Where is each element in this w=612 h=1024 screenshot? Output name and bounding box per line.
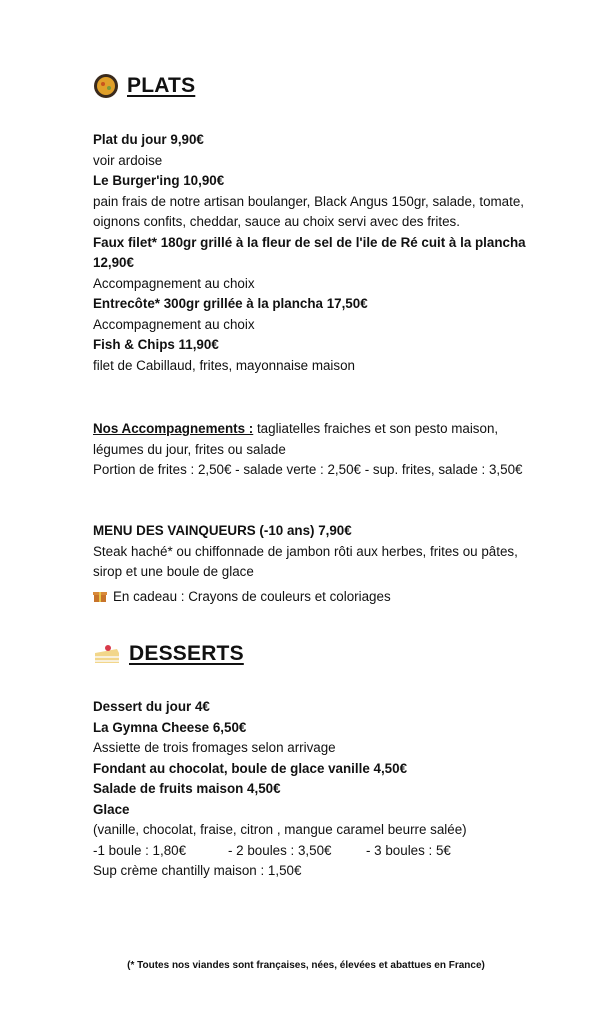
accompagnements-prices: Portion de frites : 2,50€ - salade verte : 2,50€ - sup. frites, salade : 3,50€ xyxy=(93,462,523,477)
glace-prices xyxy=(93,841,533,862)
kids-menu xyxy=(93,521,533,607)
dessert-name: Salade de fruits maison 4,50€ xyxy=(93,781,281,796)
dish-name: Le Burger'ing 10,90€ xyxy=(93,173,225,188)
cake-icon xyxy=(93,641,121,667)
accompagnements xyxy=(93,419,533,481)
dish-name: Fish & Chips 11,90€ xyxy=(93,337,219,352)
dish-desc: Accompagnement au choix xyxy=(93,316,255,332)
accompagnements-label: Nos Accompagnements : xyxy=(93,421,254,436)
paella-pan-icon xyxy=(93,73,119,99)
glace-price: - 2 boules : 3,50€ xyxy=(228,842,332,858)
kids-menu-gift xyxy=(93,587,533,608)
dish-name: Faux filet* 180gr grillé à la fleur de sel de l'ile de Ré cuit à la plancha 12,90€ xyxy=(93,234,526,270)
dessert-desc: (vanille, chocolat, fraise, citron , mangue caramel beurre salée) xyxy=(93,822,467,837)
plats-heading xyxy=(93,73,195,99)
dish-name: Entrecôte* 300gr grillée à la plancha 17,50€ xyxy=(93,296,368,311)
gift-icon xyxy=(93,589,107,603)
desserts-list xyxy=(93,697,533,882)
section-title: DESSERTS xyxy=(129,642,244,665)
accompagnements-list: tagliatelles fraiches et son pesto maison, légumes du jour, frites ou salade xyxy=(93,421,499,457)
gift-text: En cadeau : Crayons de couleurs et coloriages xyxy=(113,588,391,604)
glace-price: - 3 boules : 5€ xyxy=(366,842,451,858)
dessert-desc: Assiette de trois fromages selon arrivage xyxy=(93,740,336,755)
accompagnements-text xyxy=(93,419,533,460)
dessert-name: Glace xyxy=(93,801,130,817)
kids-menu-title: MENU DES VAINQUEURS (-10 ans) 7,90€ xyxy=(93,523,352,538)
dish-name: Plat du jour 9,90€ xyxy=(93,132,204,147)
dessert-name: Fondant au chocolat, boule de glace vanille 4,50€ xyxy=(93,760,408,776)
kids-menu-desc: Steak haché* ou chiffonnade de jambon rôti aux herbes, frites ou pâtes, sirop et une boule de glace xyxy=(93,543,518,579)
dish-desc: filet de Cabillaud, frites, mayonnaise maison xyxy=(93,357,355,373)
footer-note: (* Toutes nos viandes sont françaises, nées, élevées et abattues en France) xyxy=(127,960,485,971)
dish-desc: Accompagnement au choix xyxy=(93,275,255,291)
desserts-heading xyxy=(93,641,244,667)
glace-price: -1 boule : 1,80€ xyxy=(93,842,187,858)
dessert-name: La Gymna Cheese 6,50€ xyxy=(93,719,247,735)
chantilly-supplement: Sup crème chantilly maison : 1,50€ xyxy=(93,863,302,878)
section-title: PLATS xyxy=(127,74,196,97)
dessert-name: Dessert du jour 4€ xyxy=(93,699,210,714)
dish-desc: pain frais de notre artisan boulanger, Black Angus 150gr, salade, tomate, oignons confits, cheddar, sauce au choix servi avec des frites. xyxy=(93,193,525,229)
dish-desc: voir ardoise xyxy=(93,152,163,168)
plats-list xyxy=(93,130,533,376)
